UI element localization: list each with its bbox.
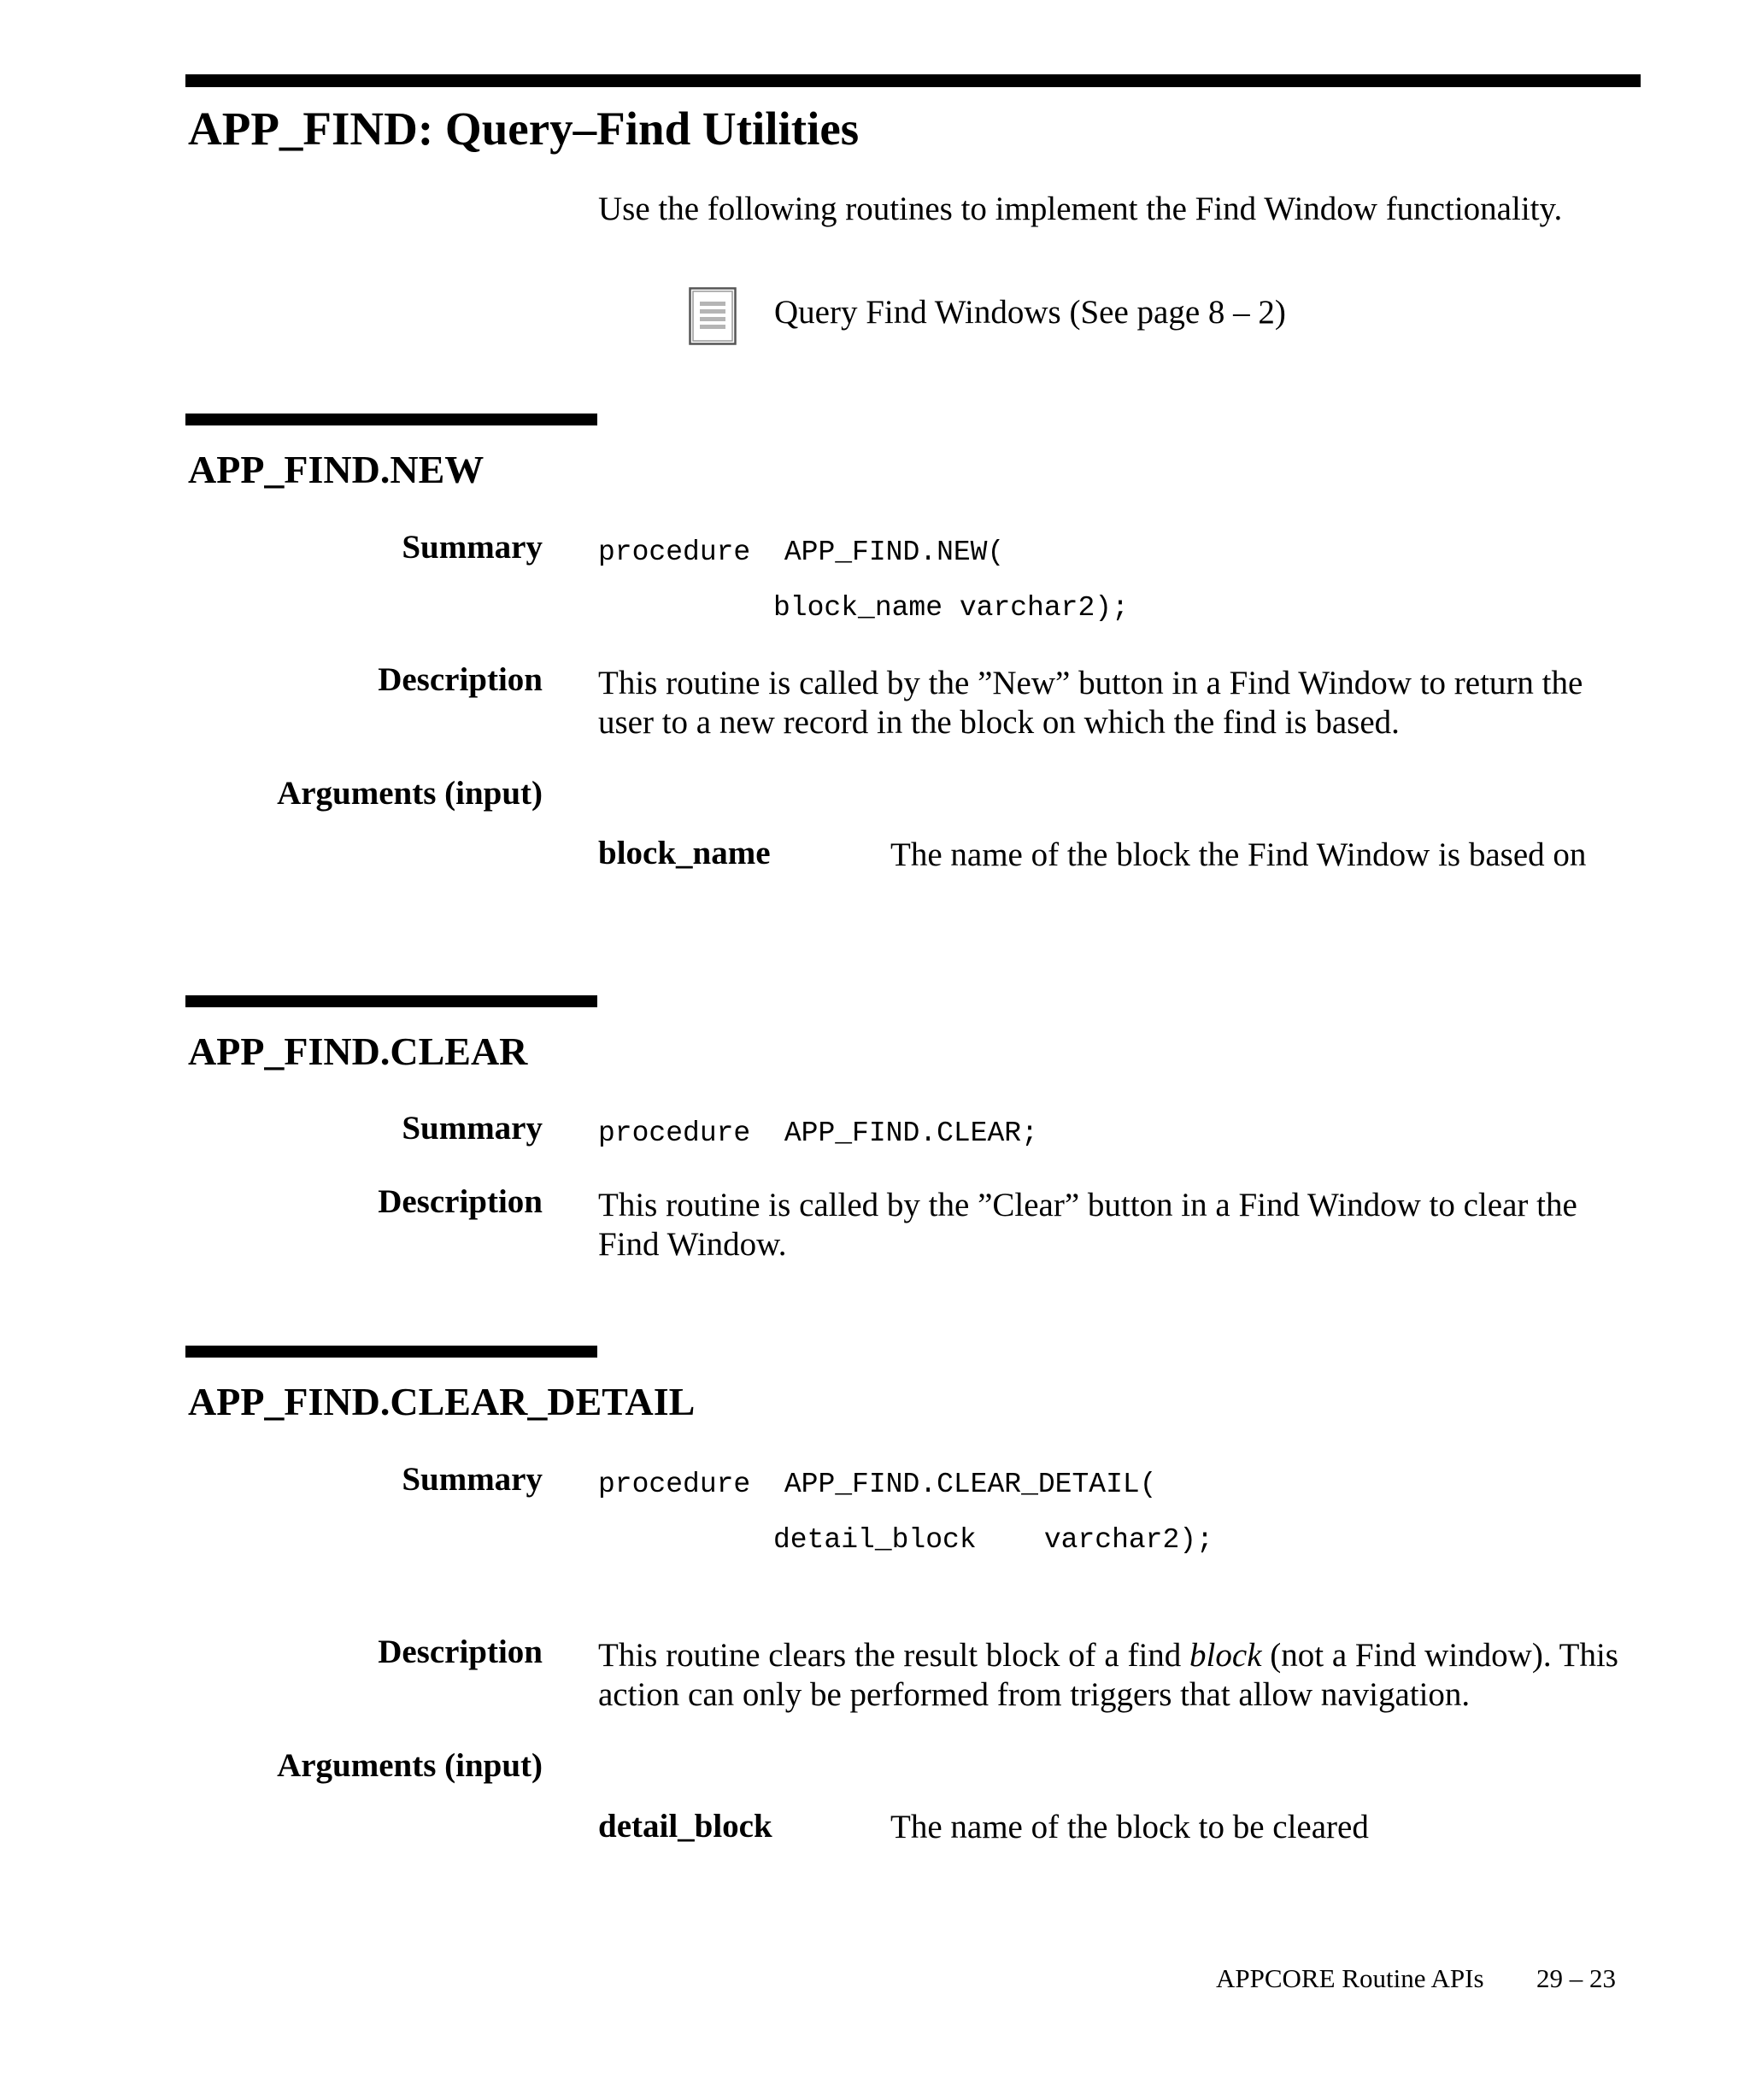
summary-code-line: procedure APP_FIND.CLEAR_DETAIL( bbox=[598, 1469, 1157, 1500]
section-rule-clear bbox=[185, 995, 597, 1007]
xref-link[interactable]: Query Find Windows (See page 8 – 2) bbox=[774, 294, 1286, 331]
summary-label: Summary bbox=[402, 529, 543, 566]
summary-code-line: procedure APP_FIND.CLEAR; bbox=[598, 1117, 1038, 1149]
description-label: Description bbox=[378, 1183, 543, 1220]
summary-code-line: detail_block varchar2); bbox=[773, 1524, 1213, 1556]
heading-app-find-clear: APP_FIND.CLEAR bbox=[188, 1029, 528, 1073]
page-title: APP_FIND: Query–Find Utilities bbox=[188, 103, 860, 155]
heading-app-find-new: APP_FIND.NEW bbox=[188, 448, 484, 491]
argument-description: The name of the block to be cleared bbox=[890, 1809, 1369, 1845]
footer-page-number: 29 – 23 bbox=[1536, 1963, 1616, 1993]
description-text-part: (not a Find window). This action can only be performed from triggers that allow navigation. bbox=[598, 1637, 1618, 1713]
summary-code-line: block_name varchar2); bbox=[773, 592, 1129, 624]
description-label: Description bbox=[378, 1634, 543, 1670]
description-text: This routine is called by the ”Clear” button in a Find Window to clear the Find Window. bbox=[598, 1187, 1577, 1263]
arguments-label: Arguments (input) bbox=[277, 775, 543, 812]
description-label: Description bbox=[378, 661, 543, 698]
summary-code-line: procedure APP_FIND.NEW( bbox=[598, 537, 1005, 568]
argument-name: block_name bbox=[598, 835, 771, 871]
arguments-label: Arguments (input) bbox=[277, 1747, 543, 1784]
description-text-part: This routine clears the result block of a find bbox=[598, 1637, 1190, 1674]
description-emphasis: block bbox=[1189, 1637, 1262, 1674]
heading-app-find-clear-detail: APP_FIND.CLEAR_DETAIL bbox=[188, 1380, 696, 1423]
argument-description: The name of the block the Find Window is based on bbox=[890, 836, 1587, 873]
description-text bbox=[598, 1636, 1636, 1715]
document-icon[interactable] bbox=[689, 287, 737, 345]
summary-label: Summary bbox=[402, 1461, 543, 1498]
summary-label: Summary bbox=[402, 1110, 543, 1147]
description-text: This routine is called by the ”New” button in a Find Window to return the user to a new record in the block on which the find is based. bbox=[598, 665, 1583, 741]
top-rule bbox=[185, 74, 1641, 87]
intro-text: Use the following routines to implement the Find Window functionality. bbox=[598, 191, 1563, 227]
argument-name: detail_block bbox=[598, 1808, 772, 1845]
footer-chapter: APPCORE Routine APIs bbox=[1216, 1963, 1484, 1993]
section-rule-new bbox=[185, 414, 597, 425]
section-rule-clear-detail bbox=[185, 1346, 597, 1358]
